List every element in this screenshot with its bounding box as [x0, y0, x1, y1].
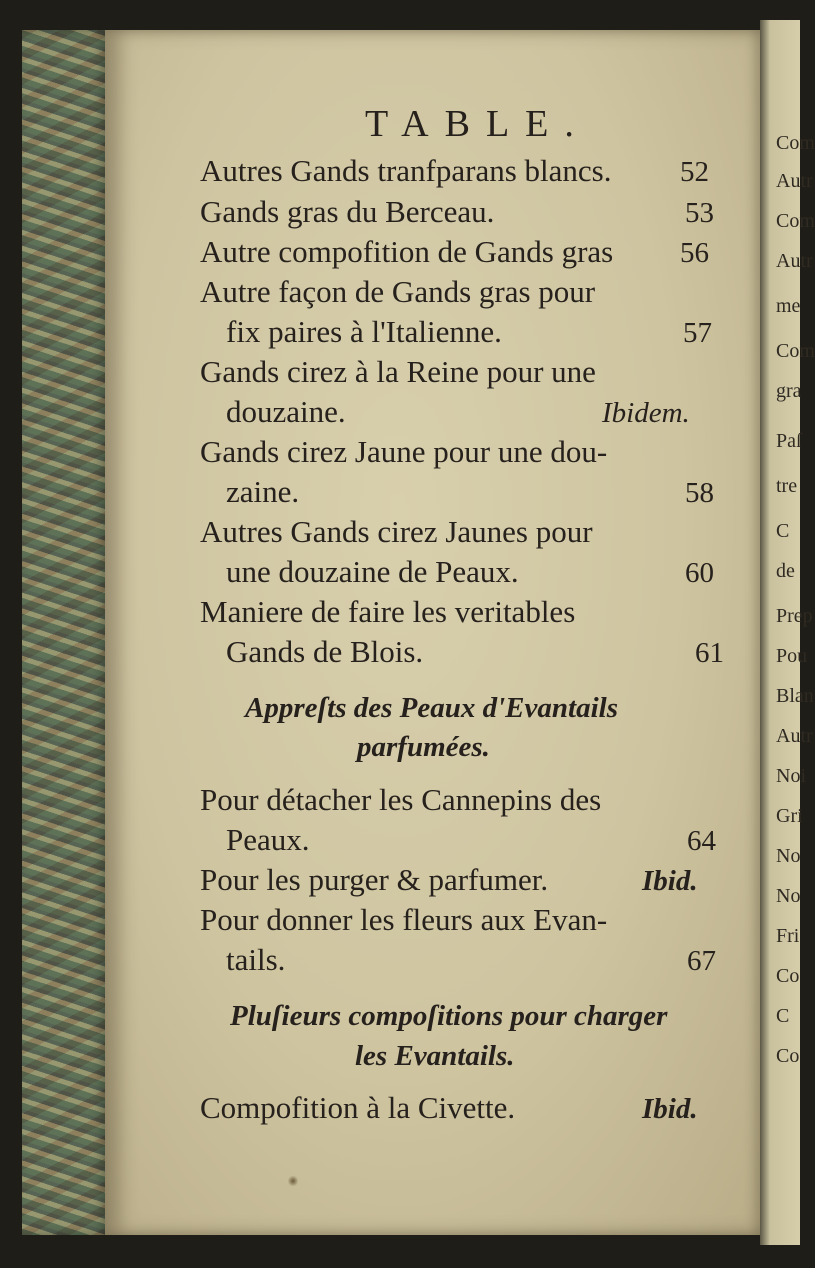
- facing-page-fragment: C: [776, 520, 790, 542]
- toc-entry-text: Pour détacher les Cannepins des: [200, 782, 602, 817]
- toc-entry-text: Maniere de faire les veritables: [200, 594, 576, 629]
- toc-entry-page: 56: [680, 237, 709, 269]
- facing-page-fragment: Pou: [776, 645, 808, 667]
- facing-page-fragment: C: [776, 1005, 790, 1027]
- facing-page-fragment: Co: [776, 1045, 800, 1067]
- toc-entry-text-cont: douzaine.: [226, 394, 346, 429]
- toc-entry-text: Pour donner les fleurs aux Evan-: [200, 902, 608, 937]
- toc-entry-text: Autres Gands tranfparans blancs.: [200, 153, 612, 188]
- facing-page-fragment: No: [776, 885, 801, 907]
- toc-entry-text: Autre façon de Gands gras pour: [200, 274, 596, 309]
- section-heading-cont: parfumées.: [357, 731, 490, 763]
- toc-entry-text-cont: zaine.: [226, 474, 300, 509]
- facing-page-fragment: Fri: [776, 925, 800, 947]
- facing-page-fragment: Co: [776, 965, 800, 987]
- toc-entry-page: 60: [685, 557, 714, 589]
- toc-entry-text-cont: une douzaine de Peaux.: [226, 554, 519, 589]
- marbled-page-edge: [22, 30, 110, 1235]
- toc-entry-page: Ibidem.: [602, 397, 690, 429]
- facing-page-fragment: Autr: [776, 725, 813, 747]
- toc-entry-text: Gands cirez à la Reine pour une: [200, 354, 596, 389]
- toc-entry-text: Autres Gands cirez Jaunes pour: [200, 514, 593, 549]
- ink-spot: [288, 1175, 298, 1187]
- toc-entry-page: 52: [680, 156, 709, 188]
- facing-page-fragment: gra: [776, 380, 802, 402]
- toc-entry-text: Gands cirez Jaune pour une dou-: [200, 434, 608, 469]
- facing-page-fragment: Gri: [776, 805, 803, 827]
- toc-entry-text-cont: Gands de Blois.: [226, 634, 424, 669]
- toc-entry-page: 53: [685, 197, 714, 229]
- toc-entry-text: Compofition à la Civette.: [200, 1090, 516, 1125]
- toc-entry-text: Autre compofition de Gands gras: [200, 234, 614, 269]
- facing-page-fragment: Prep: [776, 605, 813, 627]
- toc-entry-text: Gands gras du Berceau.: [200, 194, 495, 229]
- page-title: TABLE.: [365, 103, 590, 145]
- facing-page-fragment: me: [776, 295, 801, 317]
- facing-page-fragment: No: [776, 845, 801, 867]
- toc-entry-text-cont: tails.: [226, 942, 286, 977]
- section-heading: Appreſts des Peaux d'Evantails: [245, 692, 618, 724]
- table-of-contents: [105, 30, 760, 1235]
- toc-entry-page: Ibid.: [642, 865, 698, 897]
- facing-page-fragment: de: [776, 560, 795, 582]
- facing-page-fragment: Paſ: [776, 430, 802, 452]
- toc-entry-page: 57: [683, 317, 712, 349]
- toc-entry-page: 64: [687, 825, 716, 857]
- facing-page-fragment: Blan: [776, 685, 814, 707]
- facing-page-fragment: Com: [776, 340, 815, 362]
- toc-entry-page: Ibid.: [642, 1093, 698, 1125]
- toc-entry-text: Pour les purger & parfumer.: [200, 862, 549, 897]
- facing-page-fragment: Autr: [776, 170, 813, 192]
- section-heading: Pluſieurs compoſitions pour charger: [230, 1000, 668, 1032]
- facing-page-fragment: Noi: [776, 765, 806, 787]
- facing-page-fragment: Com: [776, 210, 815, 232]
- toc-entry-text-cont: Peaux.: [226, 822, 310, 857]
- facing-page-edge: [760, 20, 815, 1245]
- section-heading-cont: les Evantails.: [355, 1040, 515, 1072]
- toc-entry-text-cont: fix paires à l'Italienne.: [226, 314, 502, 349]
- facing-page-fragment: Autr: [776, 250, 813, 272]
- facing-page-fragment: Com: [776, 132, 815, 154]
- toc-entry-page: 58: [685, 477, 714, 509]
- book-page: [105, 30, 760, 1235]
- facing-page-fragment: tre: [776, 475, 798, 497]
- toc-entry-page: 67: [687, 945, 716, 977]
- toc-entry-page: 61: [695, 637, 724, 669]
